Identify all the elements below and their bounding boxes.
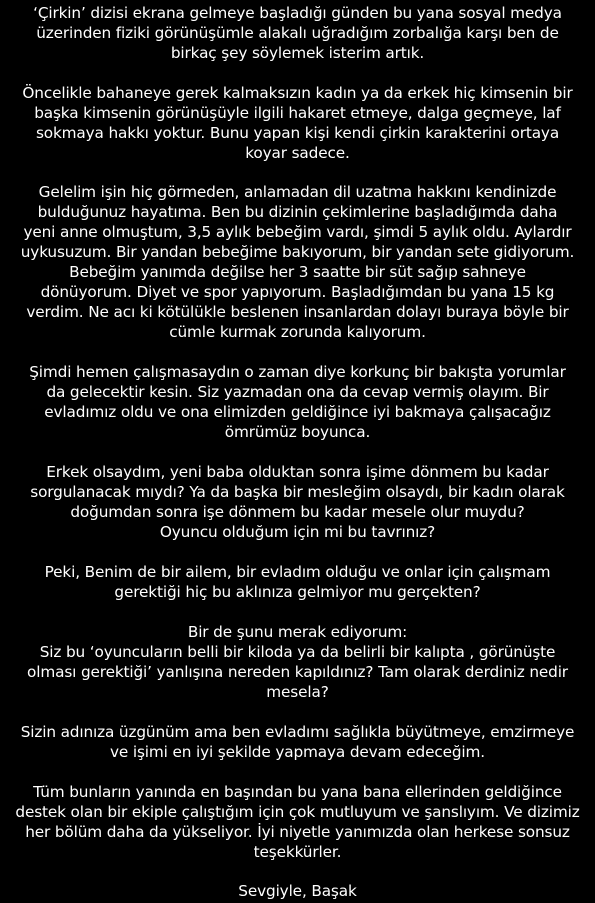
paragraph-if-i-were-a-man: Erkek olsaydım, yeni baba olduktan sonra işime dönmem bu kadar sorgulanacak mıydı? Ya da başka bir mesleğim olsaydı, bir kadın olarak doğumdan sonra işe dönmem bu kadar mesele olur muydu? Oyuncu olduğum için mi bu tavrınız? (30, 463, 565, 541)
signature: Sevgiyle, Başak (238, 882, 357, 900)
paragraph-answer-to-comments: Şimdi hemen çalışmasaydın o zaman diye korkunç bir bakışta yorumlar da gelecektir kesin. Siz yazmadan ona da cevap vermiş olayım. Bir evladımız oldu ve ona elimizden geldiğince iyi bakmaya çalışacağız ömrümüz boyunca. (29, 363, 566, 441)
paragraph-will-continue: Sizin adınıza üzgünüm ama ben evladımı sağlıkla büyütmeye, emzirmeye ve işimi en iyi şekilde yapmaya devam edeceğim. (20, 723, 575, 761)
paragraph-question: Bir de şunu merak ediyorum: Siz bu ‘oyuncuların belli bir kiloda ya da belirli bir kalıpta , görünüşte olması gerektiği’ yanlışına nereden kapıldınız? Tam olarak derdiniz nedir mesela? (27, 623, 568, 701)
paragraph-no-right-to-insult: Öncelikle bahaneye gerek kalmaksızın kadın ya da erkek hiç kimsenin bir başka kimsenin görünüşüyle ilgili hakaret etmeye, dalga geçmeye, laf sokmaya hakkı yoktur. Bunu yapan kişi kendi çirkin karakterini ortaya koyar sadece. (22, 84, 573, 162)
paragraph-intro: ‘Çirkin’ dizisi ekrana gelmeye başladığı günden bu yana sosyal medya üzerinden fiziki görünüşümle alakalı uğradığım zorbalığa karşı ben de birkaç şey söylemek isterim artık. (33, 4, 562, 62)
paragraph-my-life: Gelelim işin hiç görmeden, anlamadan dil uzatma hakkını kendinizde bulduğunuz hayatıma. Ben bu dizinin çekimlerine başladığımda daha yeni anne olmuştum, 3,5 aylık bebeğim vardı, şimdi 5 aylık oldu. Aylardır uykusuzum. Bir yandan bebeğime bakıyorum, bir yandan sete gidiyorum. Bebeğim yanımda değilse her 3 saatte bir süt sağıp sahneye dönüyorum. Diyet ve spor yapıyorum. Başladığımdan bu yana 15 kg verdim. Ne acı ki kötülükle beslenen insanlardan dolayı buraya böyle bir cümle kurmak zorunda kalıyorum. (20, 183, 575, 341)
paragraph-thanks: Tüm bunların yanında en başından bu yana bana ellerinden geldiğince destek olan bir ekiple çalıştığım için çok mutluyum ve şanslıyım. Ve dizimiz her bölüm daha da yükseliyor. İyi niyetle yanımızda olan herkese sonsuz teşekkürler. (15, 783, 580, 861)
paragraph-my-family: Peki, Benim de bir ailem, bir evladım olduğu ve onlar için çalışmam gerektiği hiç bu aklınıza gelmiyor mu gerçekten? (44, 563, 551, 601)
